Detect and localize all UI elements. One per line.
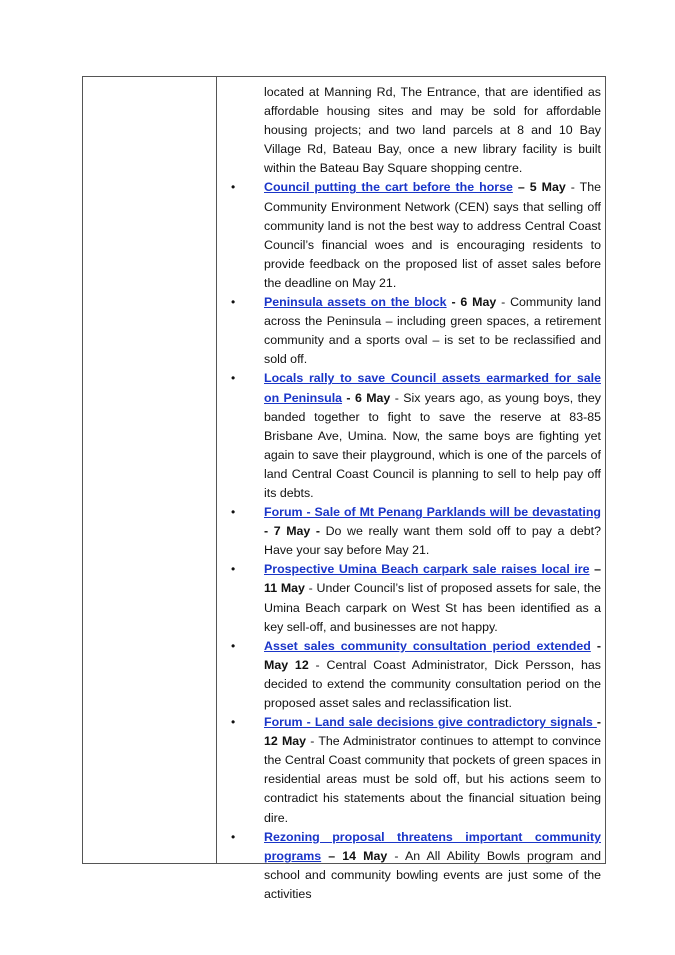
news-summary: Do we really want them sold off to pay a debt? Have your say before May 21. [264, 524, 601, 558]
news-item [264, 713, 601, 828]
news-item [264, 503, 601, 560]
news-separator: – [512, 180, 530, 195]
news-date: 11 May [264, 581, 305, 596]
news-item [264, 369, 601, 503]
news-date: 5 May [529, 180, 566, 195]
intro-paragraph: located at Manning Rd, The Entrance, that are identified as affordable housing sites and may be sold for affordable housing projects; and two land parcels at 8 and 10 Bay Village Rd, Bateau Bay, once a new library facility is built within the Bateau Bay Square shopping centre. [264, 85, 601, 176]
news-summary: - Central Coast Administrator, Dick Persson, has decided to extend the community consultation period on the proposed asset sales and reclassification list. [264, 657, 601, 710]
news-headline-link[interactable]: Peninsula assets on the block [264, 295, 447, 310]
news-separator: - [596, 715, 601, 730]
content-table [82, 76, 606, 901]
news-separator: - [446, 295, 461, 310]
news-item [264, 637, 601, 713]
news-separator: - [264, 524, 274, 539]
news-list [264, 178, 601, 904]
news-headline-link[interactable]: Rezoning proposal threatens important community programs [264, 829, 601, 863]
news-date: 12 May [264, 734, 307, 749]
news-summary: - The Administrator continues to attempt to convince the Central Coast community that pockets of green spaces in residential areas must be sold off, but his actions seem to contradict his statements about the financial situation being dire. [264, 734, 601, 825]
news-date: May 12 [264, 657, 309, 672]
news-headline-link[interactable]: Forum - Sale of Mt Penang Parklands will be devastating [264, 505, 601, 520]
news-separator: – [589, 562, 601, 577]
news-summary: - An All Ability Bowls program and school and community bowling events are just some of the activities [264, 848, 601, 901]
news-item [264, 560, 601, 636]
news-headline-link[interactable]: Forum - Land sale decisions give contradictory signals [264, 715, 597, 730]
news-separator: – [321, 848, 343, 863]
news-date: 6 May [460, 295, 497, 310]
news-item [264, 828, 601, 904]
news-content [264, 83, 601, 904]
column-divider [216, 77, 217, 863]
news-headline-link[interactable]: Council putting the cart before the horse [264, 180, 513, 195]
news-item [264, 178, 601, 293]
news-separator: - [342, 390, 355, 405]
news-headline-link[interactable]: Asset sales community consultation period extended [264, 638, 591, 653]
news-date: 6 May [354, 390, 391, 405]
news-headline-link[interactable]: Locals rally to save Council assets earmarked for sale on Peninsula [264, 371, 601, 405]
news-date: 7 May - [273, 524, 321, 539]
news-summary: - Community land across the Peninsula – including green spaces, a retirement community and a sports oval – is set to be reclassified and sold off. [264, 295, 602, 367]
news-summary: - Six years ago, as young boys, they banded together to fight to save the reserve at 83-85 Brisbane Ave, Umina. Now, the same boys are fighting yet again to save their playground, which is one of the parcels of land Central Coast Council is planning to sell to help pay off its debts. [264, 390, 601, 500]
news-summary: - Under Council’s list of proposed assets for sale, the Umina Beach carpark on West St has been identified as a key sell-off, and businesses are not happy. [264, 581, 601, 634]
news-headline-link[interactable]: Prospective Umina Beach carpark sale raises local ire [264, 562, 590, 577]
news-summary: - The Community Environment Network (CEN) says that selling off community land is not the best way to address Central Coast Council’s financial woes and is encouraging residents to provide feedback on the proposed list of asset sales before the deadline on May 21. [264, 180, 602, 290]
news-item [264, 293, 601, 369]
news-separator: - [590, 638, 601, 653]
news-date: 14 May [342, 848, 388, 863]
